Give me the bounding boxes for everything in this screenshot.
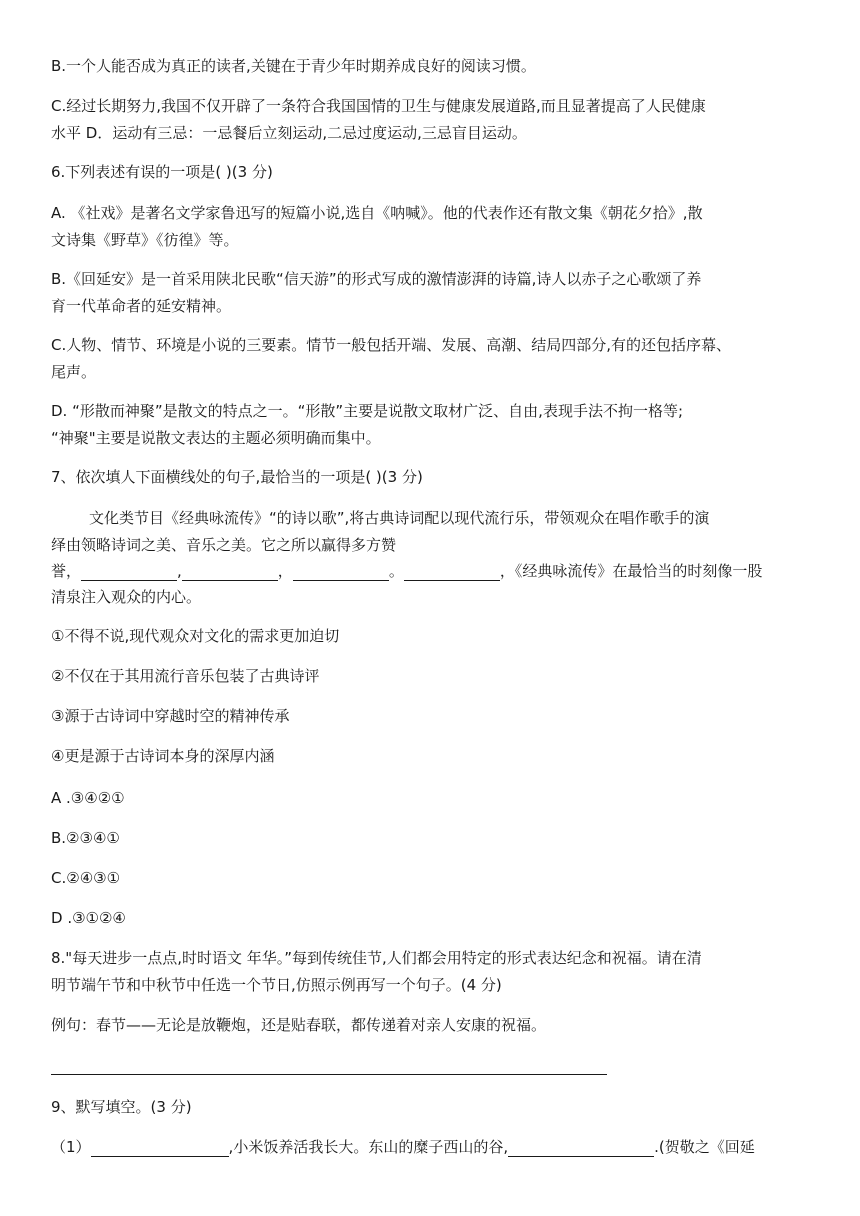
q7-sentence-1: ①不得不说,现代观众对文化的需求更加迫切 xyxy=(51,627,340,645)
q9-stem: 9、默写填空。(3 分) xyxy=(51,1098,192,1116)
q7-sentence-4: ④更是源于古诗词本身的深厚内涵 xyxy=(51,747,275,765)
q7-passage-line1: 文化类节目《经典咏流传》“的诗以歌”,将古典诗词配以现代流行乐，带领观众在唱作歌手的演 xyxy=(89,509,710,527)
q6-option-d-line2: “神聚"主要是说散文表达的主题必须明确而集中。 xyxy=(51,429,381,447)
q5-option-b: B.一个人能否成为真正的读者,关键在于青少年时期养成良好的阅读习惯。 xyxy=(51,57,536,75)
q6-option-d-line1: D. “形散而神聚”是散文的特点之一。“形散”主要是说散文取材广泛、自由,表现手法不拘一格等; xyxy=(51,402,683,420)
q7-passage-line3-end: ，《经典咏流传》在最恰当的时刻像一股 xyxy=(499,562,763,580)
q6-option-c-line1: C.人物、情节、环境是小说的三要素。情节一般包括开端、发展、高潮、结局四部分,有的还包括序幕、 xyxy=(51,336,732,354)
q7-choice-c: C.②④③① xyxy=(51,869,121,887)
q9-item1-number: （1） xyxy=(51,1138,91,1156)
q7-sep-1: , xyxy=(177,562,182,580)
q6-option-b-line2: 育一代革命者的延安精神。 xyxy=(51,297,232,315)
q6-option-b-line1: B.《回延安》是一首采用陕北民歌“信天游”的形式写成的激情澎湃的诗篇,诗人以赤子之心歌颂了养 xyxy=(51,270,702,288)
q9-blank-1[interactable] xyxy=(91,1140,229,1157)
q7-passage-line2: 绎由领略诗词之美、音乐之美。它之所以赢得多方赞 xyxy=(51,536,397,554)
q5-option-c-line1: C.经过长期努力,我国不仅开辟了一条符合我国国情的卫生与健康发展道路,而且显著提高了人民健康 xyxy=(51,97,706,115)
q9-item1-end: .(贺敬之《回延 xyxy=(654,1138,755,1156)
q7-choice-b: B.②③④① xyxy=(51,829,120,847)
q8-example: 例句：春节——无论是放鞭炮，还是贴春联，都传递着对亲人安康的祝福。 xyxy=(51,1016,547,1034)
q8-stem-line2: 明节端午节和中秋节中任选一个节日,仿照示例再写一个句子。(4 分) xyxy=(51,976,502,994)
q7-blank-4[interactable] xyxy=(404,564,500,581)
q5-option-c-line2: 水平 D．运动有三忌：一忌餐后立刻运动,二忌过度运动,三忌盲目运动。 xyxy=(51,124,527,142)
q9-item-1 xyxy=(51,1137,811,1157)
q7-passage-line3 xyxy=(51,561,811,581)
q6-option-a-line1: A. 《社戏》是著名文学家鲁迅写的短篇小说,选自《呐喊》。他的代表作还有散文集《朝花夕拾》,散 xyxy=(51,204,703,222)
q7-passage-line3-start: 誉， xyxy=(51,562,82,580)
q9-blank-2[interactable] xyxy=(508,1140,654,1157)
q7-choice-a: A .③④②① xyxy=(51,789,125,807)
q7-choice-d: D .③①②④ xyxy=(51,909,126,927)
q9-item1-middle: ,小米饭养活我长大。东山的糜子西山的谷, xyxy=(228,1138,509,1156)
q7-sep-2: ， xyxy=(277,562,293,580)
q7-sep-3: 。 xyxy=(388,562,404,580)
q6-option-a-line2: 文诗集《野草》《彷徨》等。 xyxy=(51,231,239,249)
q6-option-c-line2: 尾声。 xyxy=(51,363,97,381)
q7-blank-3[interactable] xyxy=(293,564,389,581)
q7-sentence-3: ③源于古诗词中穿越时空的精神传承 xyxy=(51,707,290,725)
q8-answer-line[interactable] xyxy=(51,1074,607,1075)
q7-stem: 7、依次填人下面横线处的句子,最恰当的一项是( )(3 分) xyxy=(51,468,423,486)
q8-stem-line1: 8."每天进步一点点,时时语文 年华。”每到传统佳节,人们都会用特定的形式表达纪念和祝福。请在清 xyxy=(51,949,702,967)
q7-passage-line4: 清泉注入观众的内心。 xyxy=(51,588,202,606)
q7-blank-2[interactable] xyxy=(182,564,278,581)
q7-sentence-2: ②不仅在于其用流行音乐包装了古典诗评 xyxy=(51,667,320,685)
q6-stem: 6.下列表述有误的一项是( )(3 分) xyxy=(51,163,273,181)
q7-blank-1[interactable] xyxy=(81,564,177,581)
